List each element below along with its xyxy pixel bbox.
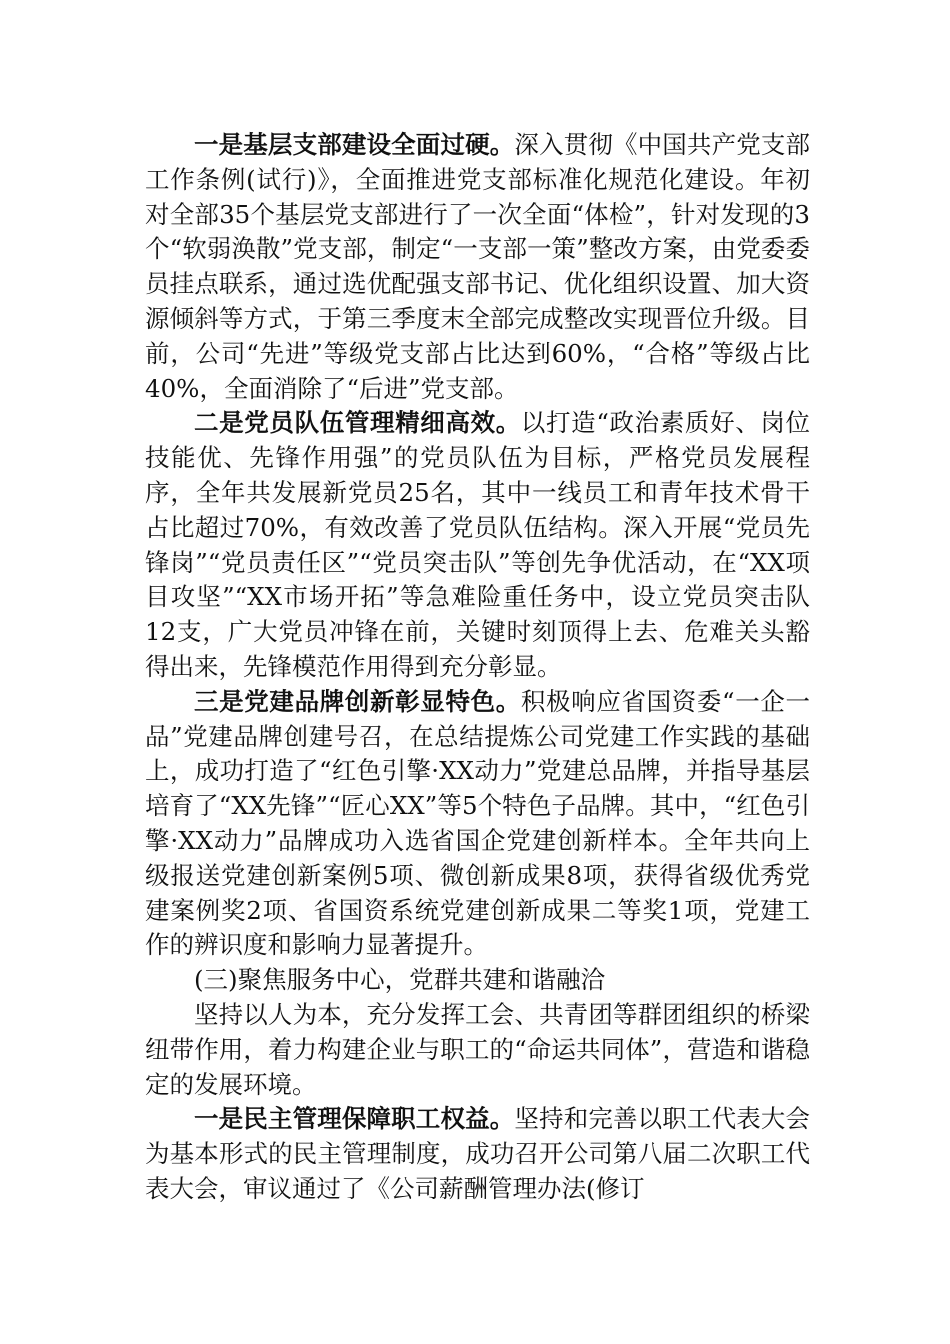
section-heading-three [145,963,810,998]
paragraph-lead-heading: 一是民主管理保障职工权益。 [194,1104,515,1134]
paragraph-lead-heading: 三是党建品牌创新彰显特色。 [194,686,521,716]
paragraph-brand-innovation [145,685,810,963]
paragraph-section-intro [145,998,810,1102]
paragraph-lead-heading: 二是党员队伍管理精细高效。 [194,408,521,438]
paragraph-body: 以打造“政治素质好、岗位技能优、先锋作用强”的党员队伍为目标，严格党员发展程序，全年共发展新党员25名，其中一线员工和青年技术骨干占比超过70%，有效改善了党员队伍结构。深入开展“党员先锋岗”“党员责任区”“党员突击队”等创先争优活动，在“XX项目攻坚”“XX市场开拓”等急难险重任务中，设立党员突击队12支，广大党员冲锋在前，关键时刻顶得上去、危难关头豁得出来，先锋模范作用得到充分彰显。 [145,408,811,681]
paragraph-body: 深入贯彻《中国共产党支部工作条例(试行)》，全面推进党支部标准化规范化建设。年初对全部35个基层党支部进行了一次全面“体检”，针对发现的3个“软弱涣散”党支部，制定“一支部一策”整改方案，由党委委员挂点联系，通过选优配强支部书记、优化组织设置、加大资源倾斜等方式，于第三季度末全部完成整改实现晋位升级。目前，公司“先进”等级党支部占比达到60%，“合格”等级占比40%，全面消除了“后进”党支部。 [145,130,811,403]
document-page [145,128,810,1207]
paragraph-basic-branch-construction [145,128,810,406]
paragraph-body: 积极响应省国资委“一企一品”党建品牌创建号召，在总结提炼公司党建工作实践的基础上，成功打造了“红色引擎·XX动力”党建总品牌，并指导基层培育了“XX先锋”“匠心XX”等5个特色子品牌。其中，“红色引擎·XX动力”品牌成功入选省国企党建创新样本。全年共向上级报送党建创新案例5项、微创新成果8项，获得省级优秀党建案例奖2项、省国资系统党建创新成果二等奖1项，党建工作的辨识度和影响力显著提升。 [145,686,811,960]
paragraph-democratic-management [145,1102,810,1206]
paragraph-lead-heading: 一是基层支部建设全面过硬。 [194,130,515,159]
paragraph-member-management [145,406,810,684]
paragraph-body: (三)聚焦服务中心，党群共建和谐融洽 [194,965,606,995]
paragraph-body: 坚持和完善以职工代表大会为基本形式的民主管理制度，成功召开公司第八届二次职工代表大会，审议通过了《公司薪酬管理办法(修订 [145,1104,811,1203]
paragraph-body: 坚持以人为本，充分发挥工会、共青团等群团组织的桥梁纽带作用，着力构建企业与职工的“命运共同体”，营造和谐稳定的发展环境。 [145,999,810,1099]
